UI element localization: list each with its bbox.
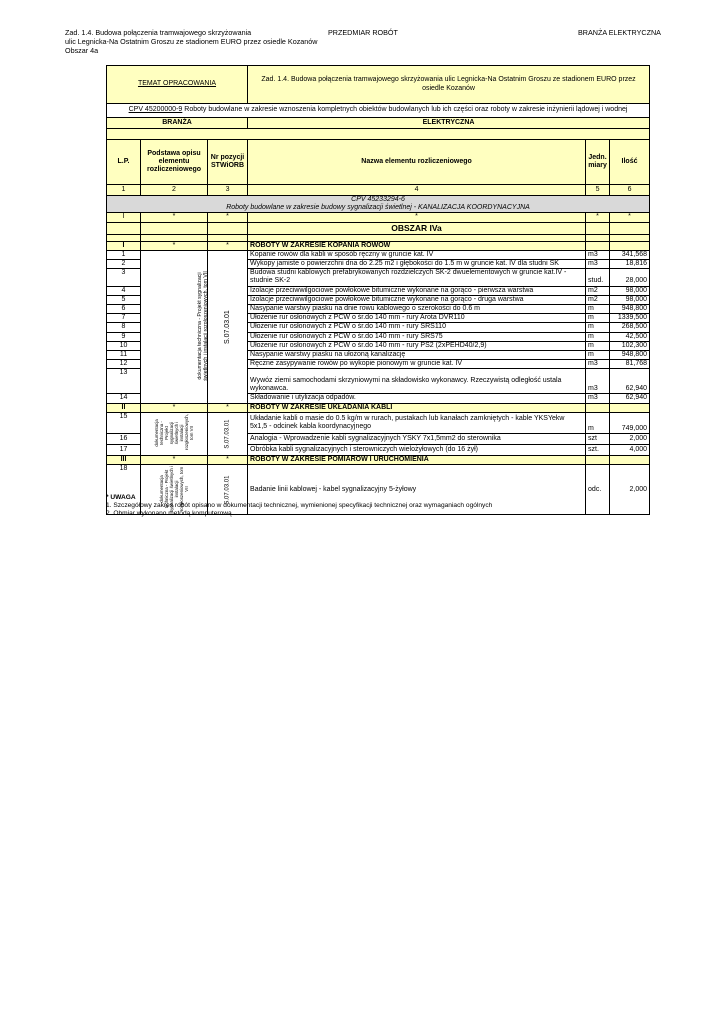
- section-star: *: [141, 241, 208, 250]
- section-star: *: [141, 456, 208, 465]
- cpv-main-row: [107, 104, 650, 118]
- col-header-unit: Jedn. miary: [586, 140, 610, 185]
- section-title: ROBOTY W ZAKRESIE KOPANIA ROWÓW: [248, 241, 586, 250]
- row-unit: m3: [586, 369, 610, 394]
- section-title: ROBOTY W ZAKRESIE UKŁADANIA KABLI: [248, 403, 586, 412]
- row-lp: 2: [107, 260, 141, 269]
- position-code: S.07.03.01: [223, 309, 231, 344]
- row-unit: m: [586, 351, 610, 360]
- topic-text: Zad. 1.4. Budowa połączenia tramwajowego skrzyżowania ulic Legnicka-Na Ostatnim Groszu ze stadionem EURO przez osiedle Kozanów: [248, 66, 650, 104]
- star-mark: *: [586, 213, 610, 222]
- row-lp: 4: [107, 286, 141, 295]
- notes-block: [106, 494, 492, 518]
- header-area: Obszar 4a: [65, 46, 99, 55]
- row-name: Nasypanie warstwy piasku na dnie rowu kablowego o szerokości do 0.6 m: [248, 305, 586, 314]
- col-num-3: 3: [208, 185, 248, 196]
- section-number: II: [107, 403, 141, 412]
- row-lp: 7: [107, 314, 141, 323]
- cpv-main-code: CPV 45200000-9: [128, 106, 183, 114]
- row-lp: 17: [107, 444, 141, 455]
- row-qty: 749,000: [610, 412, 650, 433]
- row-unit: m: [586, 323, 610, 332]
- row-lp: 5: [107, 295, 141, 304]
- col-header-basis: Podstawa opisu elementu rozliczeniowego: [141, 140, 208, 185]
- row-name: Analogia - Wprowadzenie kabli sygnalizacyjnych YSKY 7x1,5mm2 do sterownika: [248, 433, 586, 444]
- row-unit: szt: [586, 433, 610, 444]
- col-header-lp: L.P.: [107, 140, 141, 185]
- row-qty: 28,000: [610, 269, 650, 286]
- document-header-branch: BRANŻA ELEKTRYCZNA: [578, 28, 661, 37]
- basis-text: dokumentacja techniczna - Projekt sygnalizacji świetlnych i instalacji rozgłoszeniowych, tom VII: [159, 465, 189, 512]
- row-unit: m: [586, 341, 610, 350]
- position-code: S.07.03.01: [224, 419, 231, 449]
- row-lp: 12: [107, 360, 141, 369]
- row-unit: m3: [586, 360, 610, 369]
- row-name: Badanie linii kablowej - kabel sygnalizacyjny 5-żyłowy: [248, 465, 586, 515]
- row-name: Izolacje przeciwwilgociowe powłokowe bitumiczne wykonane na gorąco - druga warstwa: [248, 295, 586, 304]
- row-unit: m: [586, 412, 610, 433]
- star-mark: *: [208, 213, 248, 222]
- row-unit: m: [586, 314, 610, 323]
- row-lp: 18: [107, 465, 141, 515]
- row-qty: 2,000: [610, 433, 650, 444]
- section-star: *: [208, 241, 248, 250]
- row-unit: stud.: [586, 269, 610, 286]
- col-header-name: Nazwa elementu rozliczeniowego: [248, 140, 586, 185]
- row-qty: 62,940: [610, 369, 650, 394]
- row-lp: 11: [107, 351, 141, 360]
- section-star: *: [141, 403, 208, 412]
- row-qty: 18,816: [610, 260, 650, 269]
- topic-label: TEMAT OPRACOWANIA: [107, 66, 248, 104]
- col-num-4: 4: [248, 185, 586, 196]
- row-lp: 10: [107, 341, 141, 350]
- row-name: Ułożenie rur osłonowych z PCW o śr.do 140 mm - rury Arota DVR110: [248, 314, 586, 323]
- row-unit: m2: [586, 286, 610, 295]
- cpv-section-text: Roboty budowlane w zakresie budowy sygnalizacji świetlnej - KANALIZACJA KOORDYNACYJNA: [226, 204, 530, 212]
- area-title: OBSZAR IVa: [248, 222, 586, 234]
- basis-text: dokumentacja techniczna - Projekt sygnalizacji świetlnych i instalacji rozgłoszeniowych, tom VII: [197, 271, 209, 381]
- section-number: I: [107, 241, 141, 250]
- row-name: Wywóz ziemi samochodami skrzyniowymi na składowisko wykonawcy. Rzeczywistą odległość ustala wykonawca.: [248, 369, 586, 394]
- document-header-left: [65, 28, 317, 55]
- row-qty: 62,940: [610, 394, 650, 403]
- section-title: ROBOTY W ZAKRESIE POMIARÓW I URUCHOMIENIA: [248, 456, 586, 465]
- row-qty: 341,568: [610, 250, 650, 259]
- row-name: Ręczne zasypywanie rowów po wykopie pionowym w gruncie kat. IV: [248, 360, 586, 369]
- row-qty: 948,800: [610, 351, 650, 360]
- row-lp: 8: [107, 323, 141, 332]
- header-task-line2: ulic Legnicka-Na Ostatnim Groszu ze stadionem EURO przez osiedle Kozanów: [65, 37, 318, 46]
- row-unit: m: [586, 305, 610, 314]
- col-header-position: Nr pozycji STWiORB: [208, 140, 248, 185]
- row-qty: 4,000: [610, 444, 650, 455]
- roman-mark: I: [107, 213, 141, 222]
- row-name: Ułożenie rur osłonowych z PCW o śr.do 140 mm - rury SRS75: [248, 332, 586, 341]
- branch-label: BRANŻA: [107, 118, 248, 129]
- star-mark: *: [141, 213, 208, 222]
- col-num-6: 6: [610, 185, 650, 196]
- col-num-1: 1: [107, 185, 141, 196]
- row-qty: 81,768: [610, 360, 650, 369]
- star-mark: *: [610, 213, 650, 222]
- cpv-section-code: CPV 45233294-6: [351, 196, 405, 203]
- row-unit: m3: [586, 250, 610, 259]
- row-name: Wykopy jamiste o powierzchni dna do 2.25 m2 i głębokości do 1.5 m w gruncie kat. IV dla studni SK: [248, 260, 586, 269]
- row-lp: 14: [107, 394, 141, 403]
- row-qty: 268,500: [610, 323, 650, 332]
- row-name: Izolacje przeciwwilgociowe powłokowe bitumiczne wykonane na gorąco - pierwsza warstwa: [248, 286, 586, 295]
- row-name: Nasypanie warstwy piasku na ułożoną kanalizację: [248, 351, 586, 360]
- header-task-line1: Zad. 1.4. Budowa połączenia tramwajowego skrzyżowania: [65, 28, 252, 37]
- row-name: Układanie kabli o masie do 0.5 kg/m w rurach, pustakach lub kanałach zamkniętych - kable YKSYekw 5x1,5 - odcinek kabla koordynacyjnego: [248, 412, 586, 433]
- col-num-2: 2: [141, 185, 208, 196]
- row-unit: odc.: [586, 465, 610, 515]
- row-lp: 13: [107, 369, 141, 394]
- cpv-section-header: [107, 196, 650, 213]
- document-header-title: PRZEDMIAR ROBÓT: [328, 28, 398, 37]
- row-unit: m3: [586, 394, 610, 403]
- row-qty: 98,000: [610, 295, 650, 304]
- row-lp: 6: [107, 305, 141, 314]
- basis-cell: [141, 250, 208, 403]
- star-mark: *: [248, 213, 586, 222]
- col-num-5: 5: [586, 185, 610, 196]
- row-qty: 1339,500: [610, 314, 650, 323]
- row-unit: szt.: [586, 444, 610, 455]
- row-name: Budowa studni kablowych prefabrykowanych rozdzielczych SK-2 dwuelementowych w gruncie kat.IV - studnie SK-2: [248, 269, 586, 286]
- row-qty: 102,300: [610, 341, 650, 350]
- bill-of-quantities-table: [106, 65, 650, 515]
- row-qty: 2,000: [610, 465, 650, 515]
- row-name: Kopanie rowów dla kabli w sposób ręczny w gruncie kat. IV: [248, 250, 586, 259]
- row-lp: 1: [107, 250, 141, 259]
- position-cell: [208, 412, 248, 455]
- row-unit: m2: [586, 295, 610, 304]
- row-lp: 9: [107, 332, 141, 341]
- row-name: Ułożenie rur osłonowych z PCW o śr.do 140 mm - rury SRS110: [248, 323, 586, 332]
- position-code: S.07.03.01: [224, 475, 231, 505]
- row-name: Składowanie i utylizacja odpadów.: [248, 394, 586, 403]
- notes-line-2: 2. Obmiar wykonano metodą komputerową: [106, 510, 232, 517]
- notes-line-1: 1. Szczegółowy zakres robót opisano w dokumentacji technicznej, wymienionej specyfikacji technicznej oraz wymaganiach ogólnych: [106, 502, 493, 509]
- row-qty: 42,500: [610, 332, 650, 341]
- row-unit: m3: [586, 260, 610, 269]
- basis-text: dokumentacja techniczna - Projekt sygnalizacji świetlnych i instalacji rozgłoszeniowych, tom VII: [154, 413, 194, 450]
- section-star: *: [208, 456, 248, 465]
- position-cell: [208, 250, 248, 403]
- row-name: Obróbka kabli sygnalizacyjnych i sterowniczych wielożyłowych (do 16 żył): [248, 444, 586, 455]
- spacer-row: [107, 129, 650, 140]
- row-qty: 948,800: [610, 305, 650, 314]
- basis-cell: [141, 412, 208, 455]
- section-number: III: [107, 456, 141, 465]
- row-lp: 3: [107, 269, 141, 286]
- row-lp: 16: [107, 433, 141, 444]
- row-unit: m: [586, 332, 610, 341]
- section-star: *: [208, 403, 248, 412]
- row-lp: 15: [107, 412, 141, 433]
- col-header-qty: Ilość: [610, 140, 650, 185]
- cpv-main-text: Roboty budowlane w zakresie wznoszenia kompletnych obiektów budowlanych lub ich części oraz roboty w zakresie inżynierii lądowej i wodnej: [182, 106, 628, 114]
- row-name: Ułożenie rur osłonowych z PCW o śr.do 140 mm - rury PS2 (2xPEHD40/2,9): [248, 341, 586, 350]
- branch-value: ELEKTRYCZNA: [248, 118, 650, 129]
- notes-title: * UWAGA: [106, 494, 136, 501]
- row-qty: 98,000: [610, 286, 650, 295]
